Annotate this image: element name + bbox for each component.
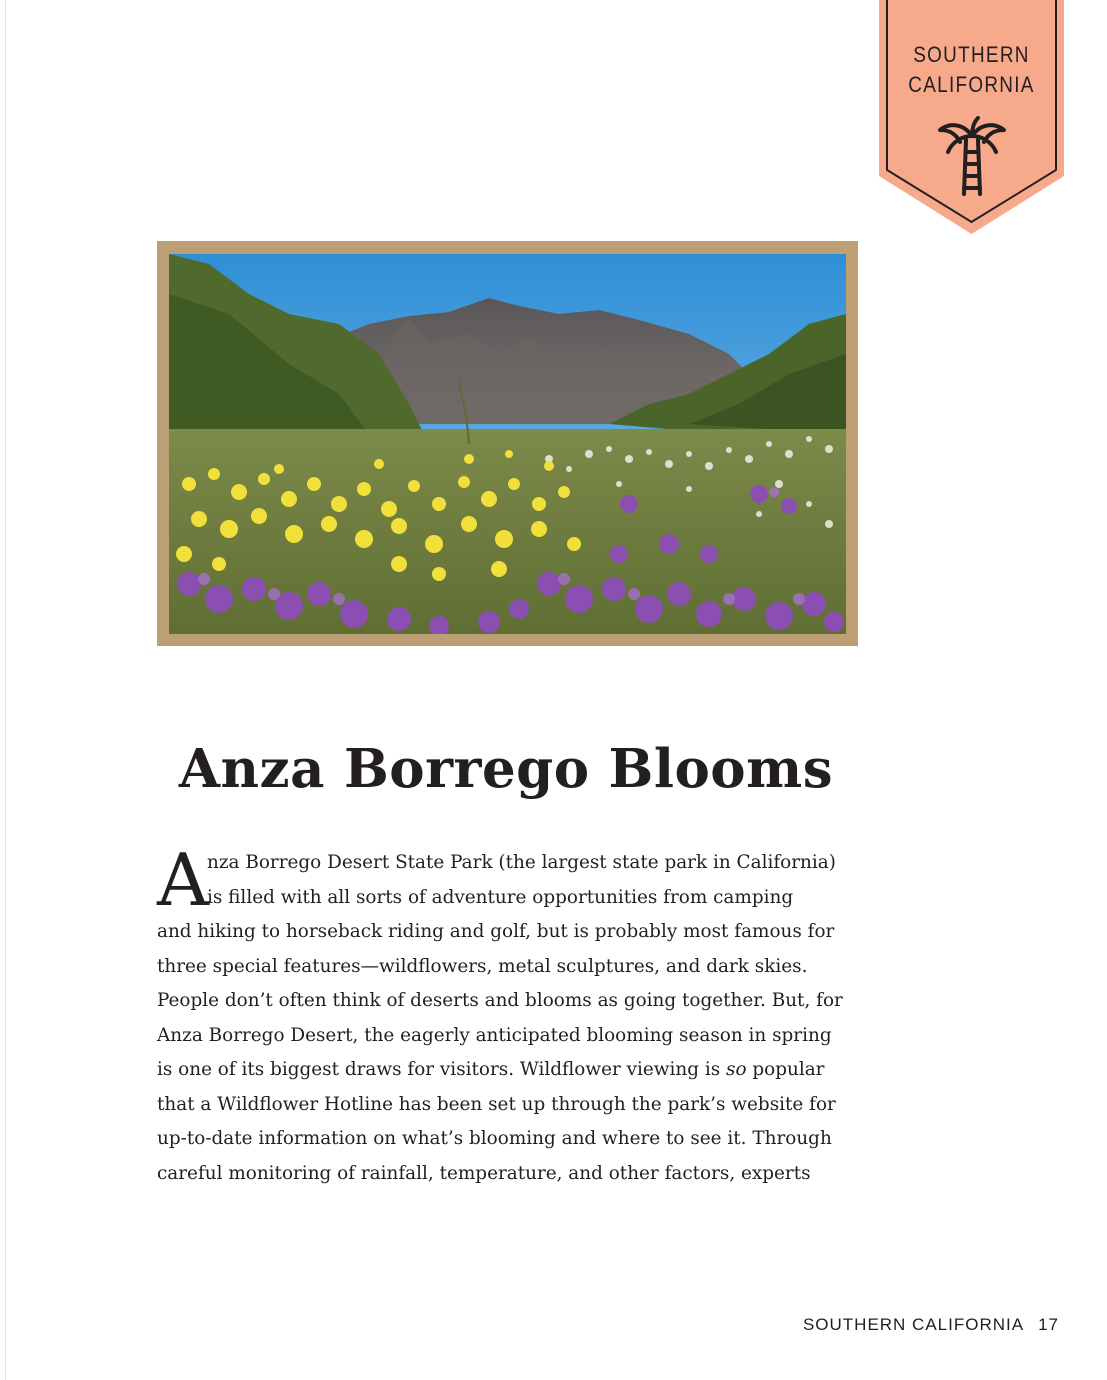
page-edge-rule	[5, 0, 6, 1380]
body-line-7-end: popular	[746, 1059, 825, 1080]
page-number: 17	[1038, 1315, 1059, 1334]
body-line-1: nza Borrego Desert State Park (the largest state park in California)	[207, 852, 836, 873]
body-line-10: careful monitoring of rainfall, temperature, and other factors, experts	[157, 1163, 811, 1184]
body-line-7-start: is one of its biggest draws for visitors. Wildflower viewing is	[157, 1059, 727, 1080]
body-line-9: up-to-date information on what’s blooming and where to see it. Through	[157, 1128, 832, 1149]
banner-title	[892, 40, 1051, 100]
footer-section: SOUTHERN CALIFORNIA	[802, 1315, 1025, 1334]
drop-cap: A	[157, 838, 209, 922]
photo-frame	[157, 241, 858, 646]
banner-line-1: SOUTHERN	[913, 42, 1030, 67]
banner-line-2: CALIFORNIA	[908, 72, 1035, 97]
body-line-3: and hiking to horseback riding and golf, but is probably most famous for	[157, 921, 835, 942]
page-footer	[803, 1315, 1059, 1335]
emphasis-word: so	[726, 1059, 747, 1080]
desert-wildflowers-photo	[169, 254, 846, 634]
section-banner	[879, 0, 1064, 236]
page-title: Anza Borrego Blooms	[178, 738, 834, 800]
body-line-6: Anza Borrego Desert, the eagerly anticipated blooming season in spring	[157, 1025, 832, 1046]
palm-tree-icon	[936, 116, 1008, 196]
body-line-7	[157, 1058, 824, 1082]
body-line-4: three special features—wildflowers, metal sculptures, and dark skies.	[157, 956, 808, 977]
body-line-8: that a Wildflower Hotline has been set up through the park’s website for	[157, 1094, 836, 1115]
body-line-2: is filled with all sorts of adventure opportunities from camping	[207, 887, 794, 908]
body-line-5: People don’t often think of deserts and blooms as going together. But, for	[157, 990, 843, 1011]
